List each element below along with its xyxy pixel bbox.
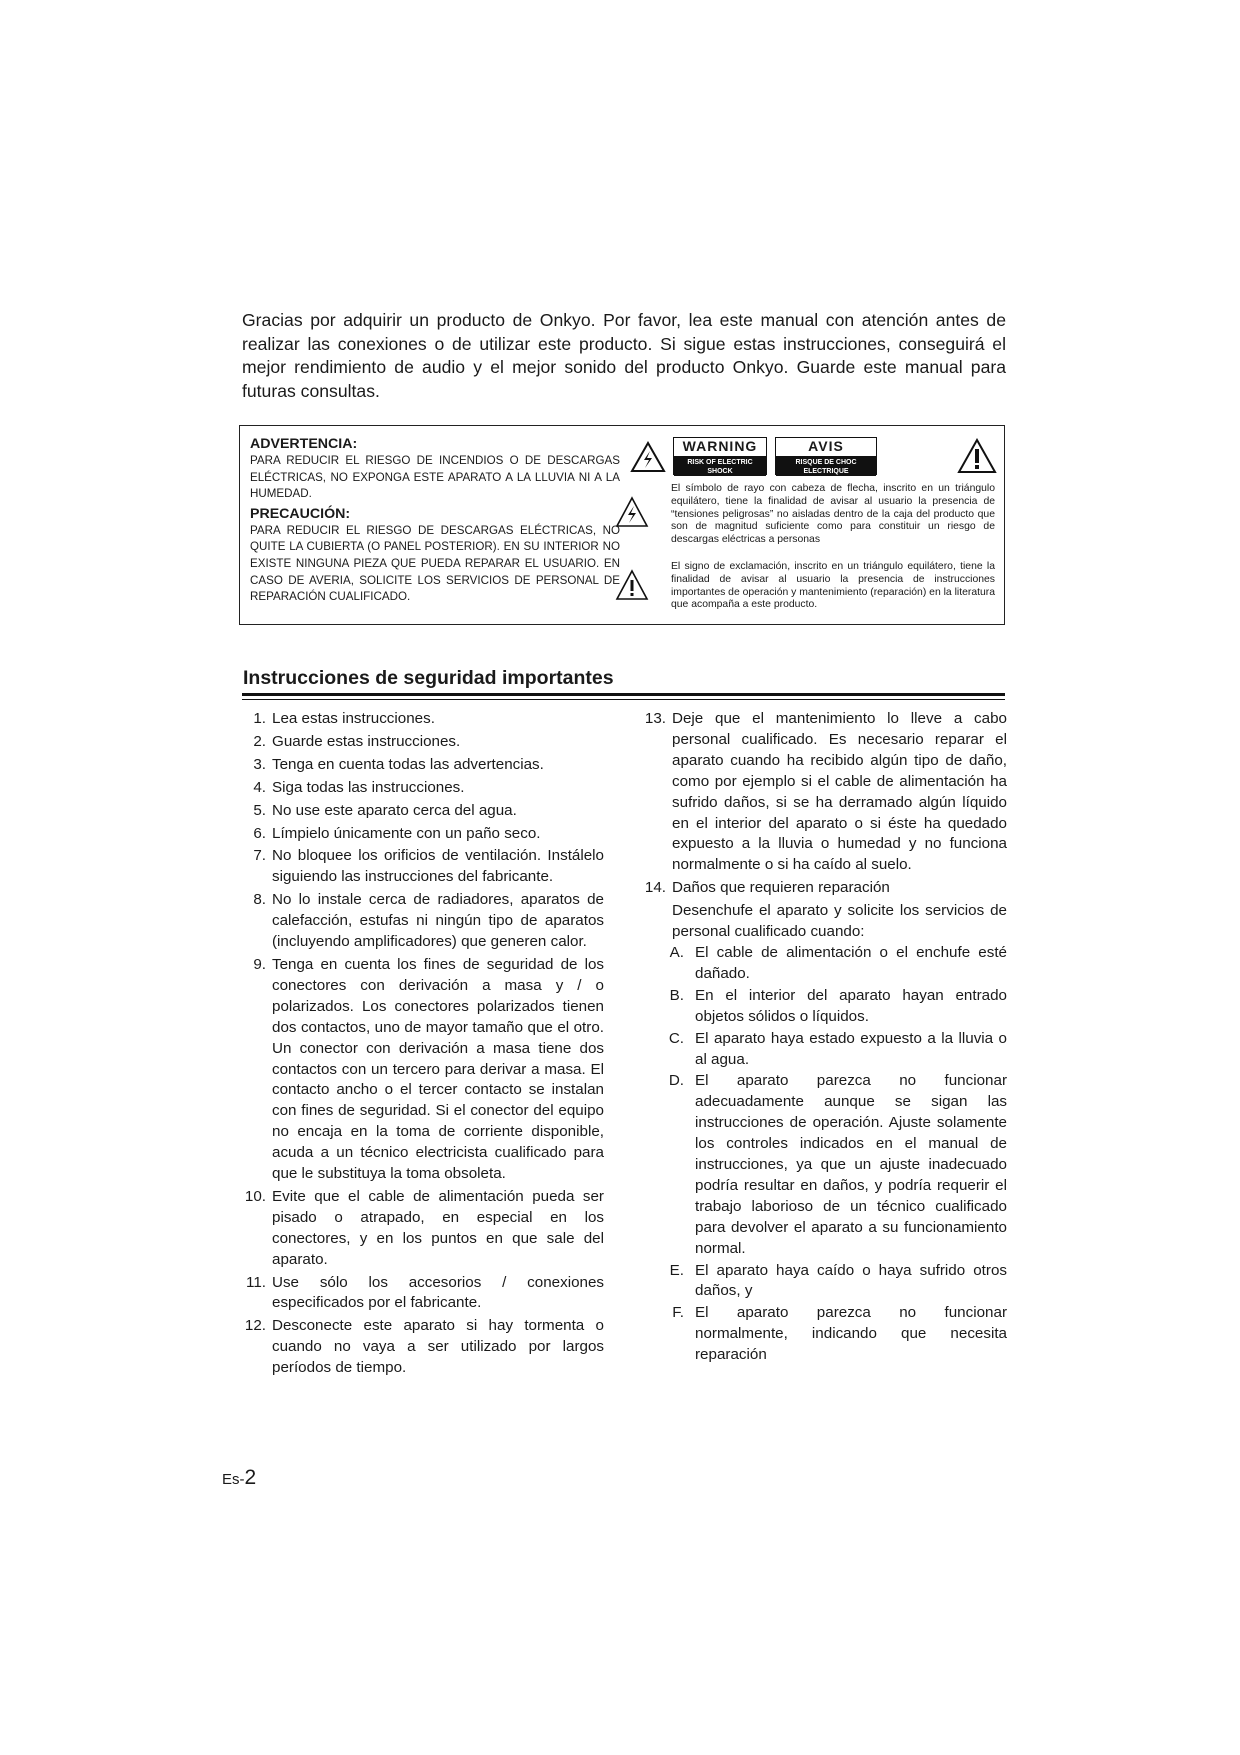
warning-label-title: WARNING [674,438,766,457]
avis-label-sub2: NE PAS OUVRIR [798,477,854,484]
instruction-subitem: B. En el interior del aparato hayan entrado objetos sólidos o líquidos. [669,986,1007,1025]
instruction-subitems [642,943,1007,1366]
avis-label-sub1: RISQUE DE CHOC ELECTRIQUE [795,459,857,475]
instruction-item-14-paragraph: Desenchufe el aparato y solicite los servicios de personal cualificado cuando: [672,902,1007,941]
warning-label [673,437,767,484]
instruction-item: 6. Límpielo únicamente con un paño seco. [253,824,541,842]
instruction-subitem: A. El cable de alimentación o el enchufe esté dañado. [669,943,1007,982]
exclamation-triangle-icon [957,438,997,474]
instruction-subitem: D. El aparato parezca no funcionar adecuadamente aunque se sigan las instrucciones de operación. Ajuste solamente los controles indicados en el manual de instrucciones, ya que un ajuste inadecuado podría resultar en daños, y podría requerir el trabajo laborioso de un técnico cualificado para devolver el aparato a su funcionamiento normal. [668,1072,1007,1257]
page-number: Es-2 [222,1466,257,1489]
instruction-item: 9. Tenga en cuenta los fines de seguridad de los conectores con derivación a masa y / o polarizados. Los conectores polarizados tienen dos contactos, uno de mayor tamaño que el otro. Un conector con derivación a masa tiene dos contactos con un tercero para derivar a masa. El contacto ancho o el tercer contacto se instalan con fines de seguridad. Si el conector del equipo no encaja en la toma de corriente disponible, acuda a un técnico electricista cualificado para que le substituya la toma obsoleta. [253,955,604,1183]
instruction-subitem: C. El aparato haya estado expuesto a la lluvia o al agua. [668,1029,1007,1068]
precaucion-title: PRECAUCIÓN: [250,505,351,522]
advertencia-title: ADVERTENCIA: [250,436,358,452]
instruction-item: 2. Guarde estas instrucciones. [253,732,461,750]
warning-label-sub1: RISK OF ELECTRIC SHOCK [687,459,753,475]
warning-label-sub2: DO NOT OPEN [695,477,745,484]
warning-box [239,425,1005,625]
avis-label [775,437,877,484]
instruction-item: 4. Siga todas las instrucciones. [253,778,465,796]
instruction-item: 1. Lea estas instrucciones. [253,710,435,727]
instruction-item: 12. Desconecte este aparato si hay tormenta o cuando no vaya a ser utilizado por largos períodos de tiempo. [244,1317,604,1377]
instruction-item: 7. No bloquee los orificios de ventilación. Instálelo siguiendo las instrucciones del fabricante. [253,847,604,886]
instruction-subitem: F. El aparato parezca no funcionar normalmente, indicando que necesita reparación [672,1304,1007,1364]
avis-label-title: AVIS [776,438,876,457]
advertencia-text: PARA REDUCIR EL RIESGO DE INCENDIOS O DE DESCARGAS ELÉCTRICAS, NO EXPONGA ESTE APARATO A LA LLUVIA NI A LA HUMEDAD. [250,454,620,501]
exclamation-explanation: El signo de exclamación, inscrito en un triángulo equilátero, tiene la finalidad de avisar al usuario la presencia de instrucciones importantes de operación y mantenimiento (reparación) en la literatura que acompaña a este producto. [671,561,996,611]
instruction-item-13: 13. Deje que el mantenimiento lo lleve a cabo personal cualificado. Es necesario reparar el aparato cuando ha recibido algún tipo de daño, como por ejemplo si el cable de alimentación ha sufrido daños, si se ha derramado algún líquido en el interior del aparato o si éste ha quedado expuesto a la lluvia o humedad y no funciona normalmente o si ha caído al suelo. [644,710,1007,874]
instruction-item: 10. Evite que el cable de alimentación pueda ser pisado o atrapado, en especial en los conectores, y en los puntos en que sale del aparato. [244,1187,604,1268]
instructions-left-column [242,709,604,1381]
lightning-explanation: El símbolo de rayo con cabeza de flecha, inscrito en un triángulo equilátero, tiene la finalidad de avisar al usuario la presencia de “tensiones peligrosas” no aisladas dentro de la caja del producto que son de magnitud suficiente como para constituir un riesgo de descargas eléctricas a personas [671,483,995,546]
instruction-item: 5. No use este aparato cerca del agua. [253,801,517,819]
instruction-item: 8. No lo instale cerca de radiadores, aparatos de calefacción, estufas ni ningún tipo de aparatos (incluyendo amplificadores) que generen calor. [253,891,604,951]
precaucion-text: PARA REDUCIR EL RIESGO DE DESCARGAS ELÉCTRICAS, NO QUITE LA CUBIERTA (O PANEL POSTERIOR). EN SU INTERIOR NO EXISTE NINGUNA PIEZA QUE PUEDA REPARAR EL USUARIO. EN CASO DE AVERIA, SOLICITE LOS SERVICIOS DE PERSONAL DE REPARACIÓN CUALIFICADO. [250,523,620,604]
instruction-subitem: E. El aparato haya caído o haya sufrido otros daños, y [669,1261,1007,1300]
lightning-small-icon [615,496,649,528]
instruction-item: 3. Tenga en cuenta todas las advertencias. [253,755,544,773]
section-title: Instrucciones de seguridad importantes [243,667,614,689]
exclamation-small-icon [615,569,649,601]
warning-text-column [250,436,620,606]
intro-paragraph: Gracias por adquirir un producto de Onkyo. Por favor, lea este manual con atención antes de realizar las conexiones o de utilizar este producto. Si sigue estas instrucciones, conseguirá el mejor rendimiento de audio y el mejor sonido del producto Onkyo. Guarde este manual para futuras consultas. [242,310,1006,401]
section-rule-thin [242,699,1005,700]
instructions-right-column [642,709,1007,1367]
instruction-item-14: 14. Daños que requieren reparación [644,879,890,897]
section-rule-thick [242,693,1005,696]
lightning-triangle-icon [630,441,666,473]
instruction-item: 11. Use sólo los accesorios / conexiones especificados por el fabricante. [246,1273,604,1312]
